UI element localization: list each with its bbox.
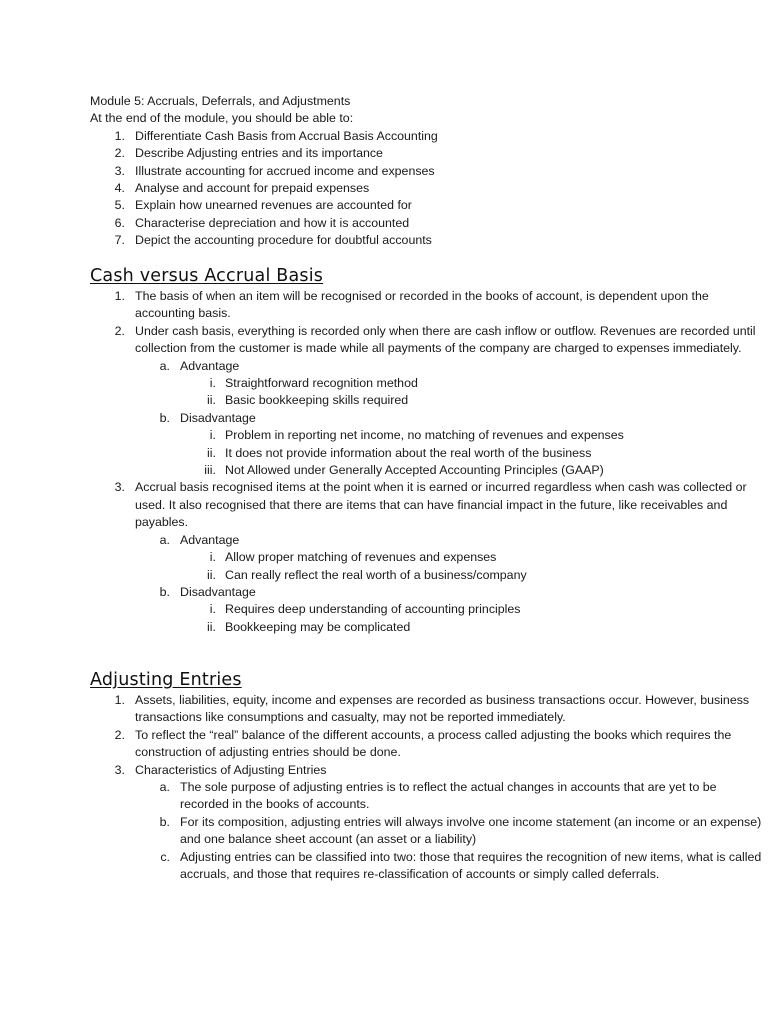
sub-sub-item: i. Requires deep understanding of accounting principles: [209, 602, 521, 617]
sub-item-advantage: a. Advantage: [159, 358, 240, 373]
sub-sub-item: ii. It does not provide information about the real worth of the business: [207, 445, 592, 460]
module-title: Module 5: Accruals, Deferrals, and Adjustments: [90, 94, 351, 108]
list-item: 3. Accrual basis recognised items at the point when it is earned or incurred regardless when cash was collected or used. It also recognised that there are items that can have financial impact in the future, like receivables and payables.: [114, 480, 747, 530]
list-item: 2. To reflect the “real” balance of the different accounts, a process called adjusting the books which requires the construction of adjusting entries should be done.: [114, 727, 732, 760]
sub-item: b. For its composition, adjusting entries will always involve one income statement (an income or an expense) and one balance sheet account (an asset or a liability): [159, 814, 762, 847]
sub-item-disadvantage: b. Disadvantage: [159, 584, 256, 599]
objective-item: 6. Characterise depreciation and how it is accounted: [114, 215, 410, 230]
heading-cash-vs-accrual: Cash versus Accrual Basis: [90, 266, 324, 286]
sub-sub-item: iii. Not Allowed under Generally Accepted Accounting Principles (GAAP): [204, 463, 604, 478]
list-item: 1. The basis of when an item will be recognised or recorded in the books of account, is dependent upon the accounting basis.: [114, 289, 709, 321]
objective-item: 2. Describe Adjusting entries and its importance: [114, 146, 383, 161]
heading-adjusting-entries: Adjusting Entries: [90, 670, 242, 690]
list-item: 2. Under cash basis, everything is recorded only when there are cash inflow or outflow. Revenues are recorded until collection from the customer is made while all payments of the company are charged to expenses immediately.: [114, 323, 756, 356]
objectives-list: [90, 128, 690, 250]
objective-item: 3. Illustrate accounting for accrued income and expenses: [114, 163, 435, 178]
sub-item-advantage: a. Advantage: [159, 532, 240, 547]
cash-vs-accrual-section: [0, 288, 768, 636]
sub-item-disadvantage: b. Disadvantage: [159, 410, 256, 425]
sub-sub-item: i. Allow proper matching of revenues and expenses: [209, 550, 497, 565]
sub-sub-item: ii. Basic bookkeeping skills required: [207, 393, 409, 408]
list-item: 1. Assets, liabilities, equity, income and expenses are recorded as business transactions occur. However, business transactions like consumptions and casualty, may not be reported immediately.: [114, 693, 750, 725]
objective-item: 7. Depict the accounting procedure for doubtful accounts: [114, 233, 432, 248]
sub-sub-item: ii. Can really reflect the real worth of a business/company: [207, 567, 527, 582]
adjusting-entries-section: [0, 692, 768, 883]
sub-item: a. The sole purpose of adjusting entries is to reflect the actual changes in accounts that are yet to be recorded in the books of accounts.: [159, 780, 717, 812]
objective-item: 1. Differentiate Cash Basis from Accrual Basis Accounting: [114, 128, 438, 143]
module-intro-text: At the end of the module, you should be able to:: [90, 111, 354, 126]
objective-item: 4. Analyse and account for prepaid expenses: [114, 181, 370, 196]
sub-sub-item: i. Problem in reporting net income, no matching of revenues and expenses: [209, 428, 624, 443]
list-item: 3. Characteristics of Adjusting Entries: [114, 762, 327, 777]
objective-item: 5. Explain how unearned revenues are accounted for: [114, 198, 412, 213]
sub-sub-item: i. Straightforward recognition method: [209, 376, 418, 391]
sub-item: c. Adjusting entries can be classified into two: those that requires the recognition of new items, what is called accruals, and those that requires re-classification of accounts or simply called deferrals.: [160, 849, 762, 882]
module-intro: [90, 93, 690, 250]
sub-sub-item: ii. Bookkeeping may be complicated: [207, 619, 411, 634]
